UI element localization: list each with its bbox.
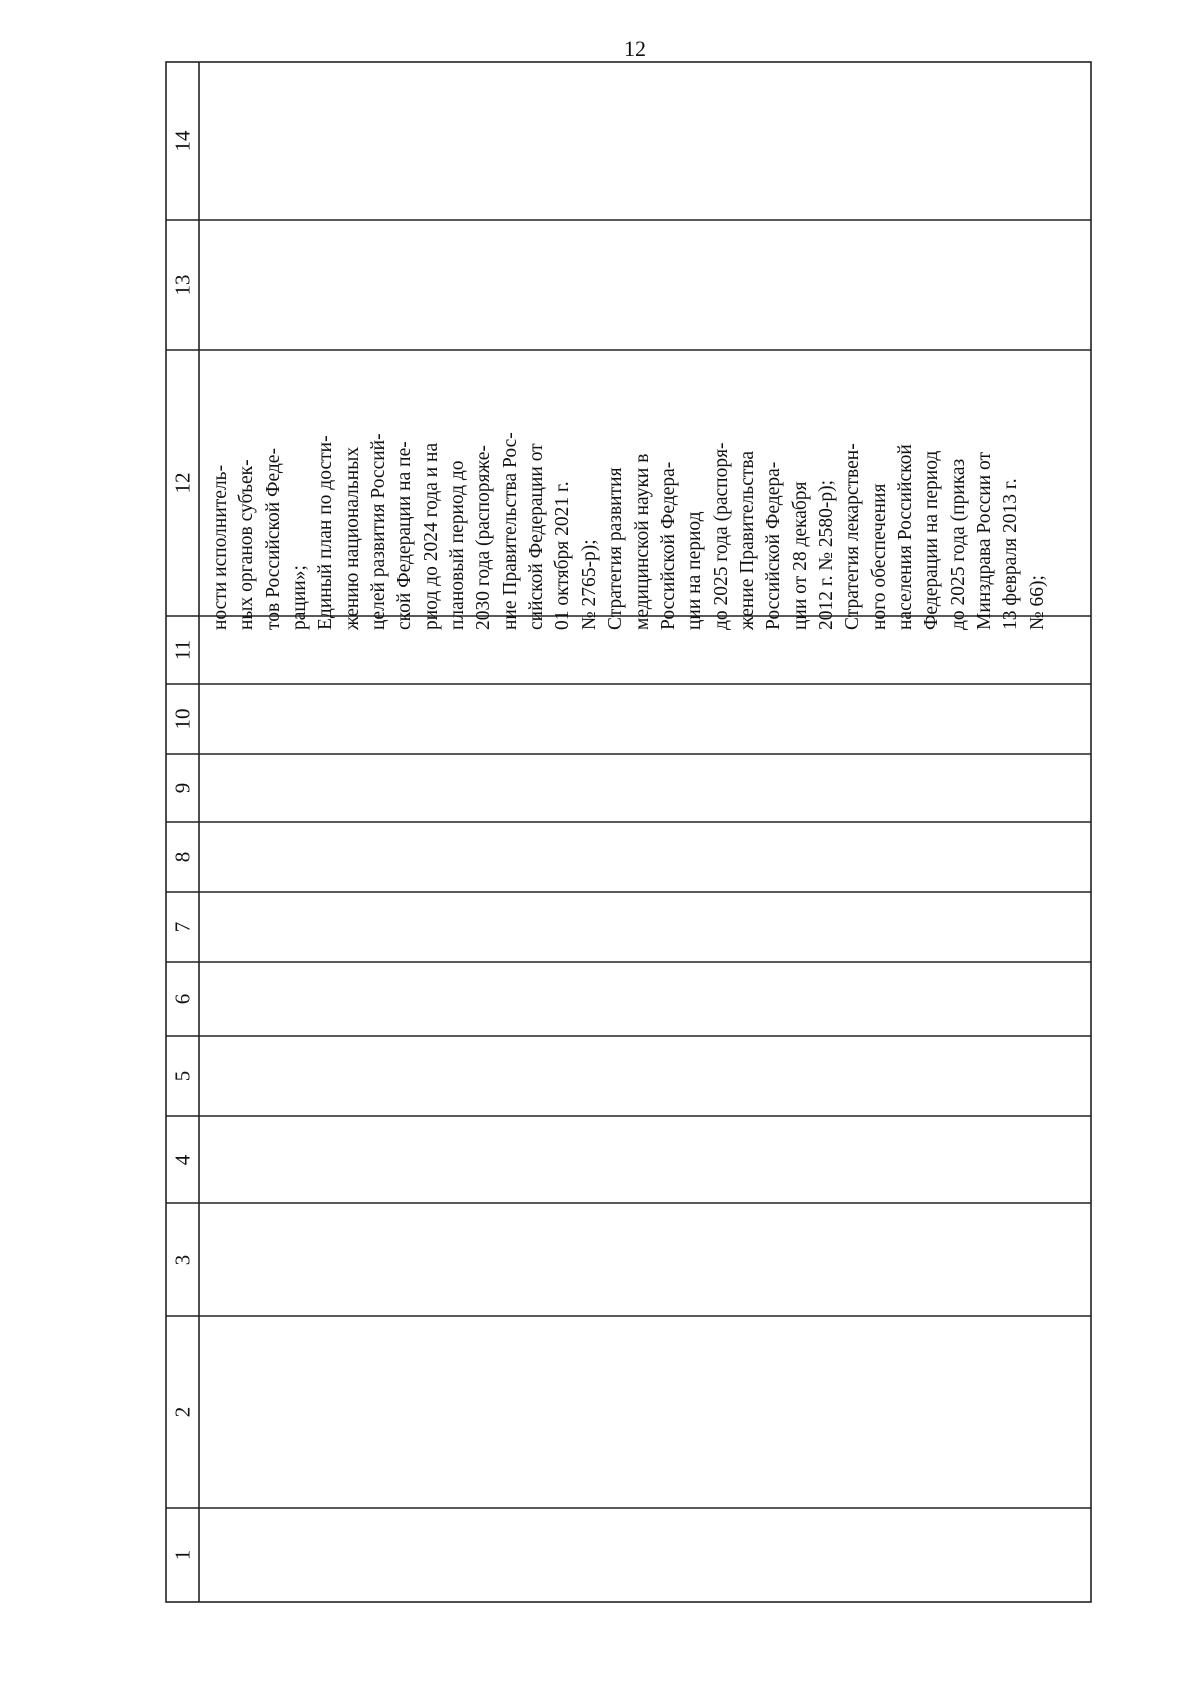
text-line: ской Федерации на пе-	[394, 441, 416, 630]
text-line: 01 октября 2021 г.	[552, 481, 574, 630]
column-header-4: 4	[170, 1154, 195, 1165]
text-line: риод до 2024 года и на	[420, 442, 442, 630]
text-line: целей развития Россий-	[368, 433, 390, 630]
text-line: Минздрава России от	[973, 451, 995, 630]
text-line: ного обеспечения	[868, 483, 890, 630]
column-header-3: 3	[170, 1254, 195, 1265]
text-line: до 2025 года (приказ	[947, 458, 969, 630]
text-line: тов Российской Феде-	[262, 448, 284, 630]
text-line: медицинской науки в	[631, 453, 653, 630]
column-header-5: 5	[170, 1070, 195, 1082]
column-header-14: 14	[170, 130, 195, 152]
text-line: 13 февраля 2013 г.	[1000, 478, 1022, 630]
column-header-7: 7	[170, 921, 195, 933]
text-line: Российской Федера-	[657, 461, 679, 630]
column-header-12: 12	[170, 472, 195, 494]
column-header-13: 13	[170, 274, 195, 296]
column-header-11: 11	[170, 639, 195, 661]
column-12-text	[208, 350, 1051, 630]
text-line: сийской Федерации от	[526, 443, 548, 630]
text-line: рации»;	[289, 565, 311, 630]
column-header-10: 10	[170, 708, 195, 730]
text-line: Федерации на период	[921, 450, 943, 630]
text-line: 2012 г. № 2580-р);	[815, 479, 837, 630]
text-line: № 2765-р);	[578, 539, 600, 630]
column-header-2: 2	[170, 1406, 195, 1418]
text-line: ных органов субъек-	[236, 459, 258, 630]
page-number: 12	[624, 36, 646, 61]
text-line: ности исполнитель-	[210, 464, 231, 630]
text-line: плановый период до	[447, 460, 469, 630]
text-line: 2030 года (распоряже-	[473, 445, 495, 630]
table-border	[166, 62, 1091, 1602]
text-line: ние Правительства Рос-	[499, 432, 521, 630]
column-header-1: 1	[170, 1549, 195, 1561]
text-line: Российской Федера-	[763, 461, 785, 630]
text-line: Единый план по дости-	[315, 435, 337, 630]
column-header-8: 8	[170, 851, 195, 863]
text-line: жение Правительства	[736, 451, 758, 630]
text-line: до 2025 года (распоря-	[710, 442, 732, 630]
text-line: ции от 28 декабря	[789, 481, 811, 630]
text-line: Стратегия развития	[605, 467, 627, 630]
column-header-9: 9	[170, 782, 195, 794]
text-line: № 66);	[1026, 575, 1048, 630]
text-line: населения Российской	[894, 444, 916, 630]
text-line: Стратегия лекарствен-	[842, 443, 864, 630]
column-header-6: 6	[170, 993, 195, 1005]
text-line: жению национальных	[341, 446, 363, 630]
text-line: ции на период	[684, 511, 706, 630]
